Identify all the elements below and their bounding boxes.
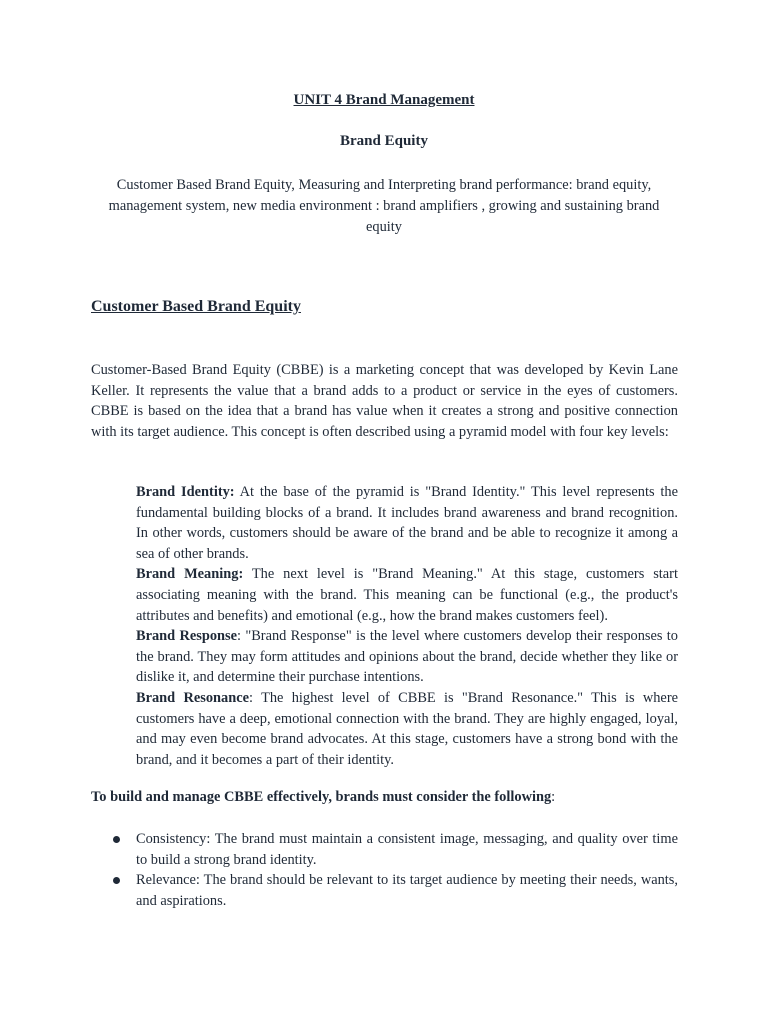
intro-paragraph: Customer-Based Brand Equity (CBBE) is a marketing concept that was developed by Kevin Lane Keller. It represents the value that a brand adds to a product or service in the eyes of customers. CBBE is based on the idea that a brand has value when it creates a strong and positive connection with its target audience. This concept is often described using a pyramid model with four key levels: (91, 362, 678, 440)
cbbe-levels (136, 482, 678, 770)
level-text: : The highest level of CBBE is "Brand Resonance." This is where customers have a deep, emotional connection with the brand. They are highly engaged, loyal, and may even become brand advocates. At this stage, customers have a strong bond with the brand, and it becomes a part of their identity. (136, 689, 678, 768)
level-brand-response (136, 626, 678, 688)
unit-summary: Customer Based Brand Equity, Measuring and Interpreting brand performance: brand equity, management system, new media environment : brand amplifiers , growing and sustaining brand equity (108, 177, 660, 235)
build-heading-text: To build and manage CBBE effectively, brands must consider the following (91, 789, 552, 805)
level-text: The next level is "Brand Meaning." At this stage, customers start associating meaning with the brand. This meaning can be functional (e.g., the product's attributes and benefits) and emotional (e.g., how the brand makes customers feel). (136, 566, 678, 624)
level-term: Brand Identity: (136, 484, 235, 500)
level-text: At the base of the pyramid is "Brand Identity." This level represents the fundamental building blocks of a brand. It includes brand awareness and brand recognition. In other words, customers should be aware of the brand and be able to recognize it among a sea of other brands. (136, 484, 679, 562)
build-heading (91, 789, 555, 806)
level-brand-meaning (136, 564, 678, 626)
list-item (91, 870, 678, 911)
list-item-text: Consistency: The brand must maintain a consistent image, messaging, and quality over time to build a strong brand identity. (136, 831, 678, 868)
considerations-list (91, 829, 678, 911)
level-term: Brand Meaning: (136, 566, 244, 583)
level-term: Brand Resonance (136, 689, 250, 706)
unit-title: UNIT 4 Brand Management (293, 92, 475, 108)
level-term: Brand Response (136, 628, 238, 645)
page-subtitle: Brand Equity (340, 133, 428, 149)
list-item (91, 829, 678, 870)
bullet-icon (113, 877, 120, 884)
section-heading: Customer Based Brand Equity (91, 298, 301, 315)
level-brand-identity (136, 482, 678, 564)
level-text: : "Brand Response" is the level where customers develop their responses to the brand. They may form attitudes and opinions about the brand, decide whether they like or dislike it, and determine their purchase intentions. (136, 628, 678, 686)
bullet-icon (113, 836, 120, 843)
list-item-text: Relevance: The brand should be relevant to its target audience by meeting their needs, wants, and aspirations. (136, 872, 678, 909)
build-heading-colon: : (551, 789, 556, 805)
level-brand-resonance (136, 688, 678, 770)
